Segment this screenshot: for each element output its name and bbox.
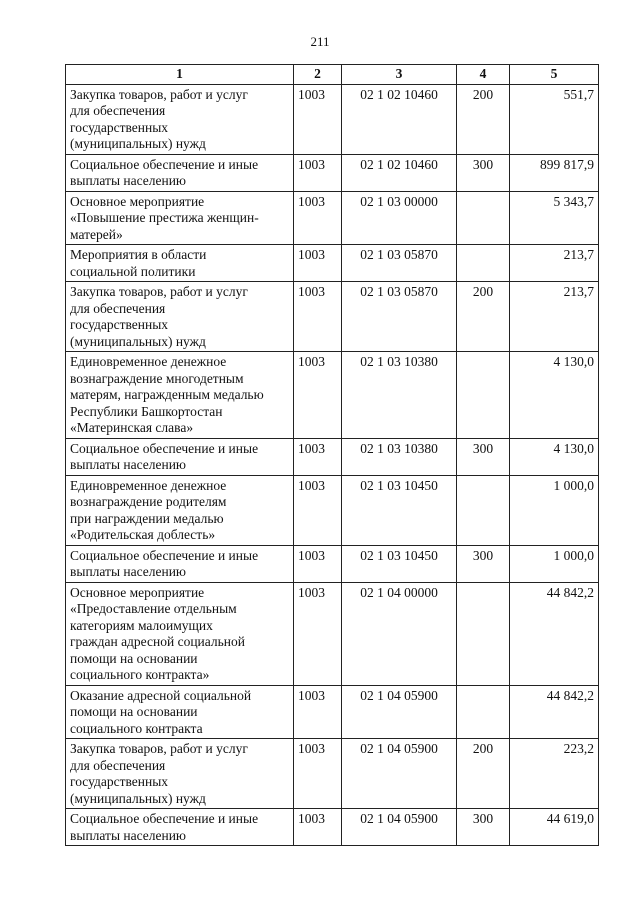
row-name: Закупка товаров, работ и услуг для обеспечения государственных (муниципальных) нужд bbox=[66, 739, 294, 809]
row-expense-type bbox=[457, 245, 510, 282]
row-target-article: 02 1 04 05900 bbox=[342, 685, 457, 739]
row-amount: 4 130,0 bbox=[510, 438, 599, 475]
row-target-article: 02 1 03 10380 bbox=[342, 438, 457, 475]
row-section: 1003 bbox=[294, 191, 342, 245]
row-target-article: 02 1 02 10460 bbox=[342, 84, 457, 154]
row-target-article: 02 1 03 00000 bbox=[342, 191, 457, 245]
table-body bbox=[66, 84, 599, 846]
row-expense-type bbox=[457, 685, 510, 739]
row-target-article: 02 1 03 10380 bbox=[342, 352, 457, 439]
row-section: 1003 bbox=[294, 739, 342, 809]
row-name: Социальное обеспечение и иные выплаты населению bbox=[66, 545, 294, 582]
row-name: Оказание адресной социальной помощи на основании социального контракта bbox=[66, 685, 294, 739]
row-expense-type bbox=[457, 582, 510, 685]
row-name: Социальное обеспечение и иные выплаты населению bbox=[66, 438, 294, 475]
row-amount: 44 842,2 bbox=[510, 685, 599, 739]
row-expense-type: 300 bbox=[457, 154, 510, 191]
row-target-article: 02 1 04 00000 bbox=[342, 582, 457, 685]
table-row bbox=[66, 438, 599, 475]
row-amount: 899 817,9 bbox=[510, 154, 599, 191]
row-section: 1003 bbox=[294, 438, 342, 475]
row-amount: 213,7 bbox=[510, 282, 599, 352]
row-expense-type: 300 bbox=[457, 545, 510, 582]
row-expense-type: 200 bbox=[457, 84, 510, 154]
row-name: Единовременное денежное вознаграждение многодетным матерям, награжденным медалью Республики Башкортостан «Материнская слава» bbox=[66, 352, 294, 439]
budget-table bbox=[65, 64, 599, 846]
table-row bbox=[66, 545, 599, 582]
table-row bbox=[66, 84, 599, 154]
table-header-row bbox=[66, 65, 599, 85]
row-amount: 5 343,7 bbox=[510, 191, 599, 245]
row-section: 1003 bbox=[294, 352, 342, 439]
row-section: 1003 bbox=[294, 475, 342, 545]
table-row bbox=[66, 191, 599, 245]
column-header-section: 2 bbox=[294, 65, 342, 85]
table-row bbox=[66, 352, 599, 439]
row-expense-type bbox=[457, 475, 510, 545]
table-row bbox=[66, 685, 599, 739]
table-row bbox=[66, 475, 599, 545]
row-target-article: 02 1 02 10460 bbox=[342, 154, 457, 191]
table-row bbox=[66, 282, 599, 352]
row-expense-type: 300 bbox=[457, 438, 510, 475]
column-header-amount: 5 bbox=[510, 65, 599, 85]
row-target-article: 02 1 03 05870 bbox=[342, 282, 457, 352]
row-target-article: 02 1 04 05900 bbox=[342, 739, 457, 809]
row-name: Закупка товаров, работ и услуг для обеспечения государственных (муниципальных) нужд bbox=[66, 282, 294, 352]
row-section: 1003 bbox=[294, 545, 342, 582]
row-name: Социальное обеспечение и иные выплаты населению bbox=[66, 809, 294, 846]
row-target-article: 02 1 03 10450 bbox=[342, 475, 457, 545]
row-section: 1003 bbox=[294, 582, 342, 685]
row-name: Основное мероприятие «Предоставление отдельным категориям малоимущих граждан адресной социальной помощи на основании социального контракта» bbox=[66, 582, 294, 685]
column-header-target-article: 3 bbox=[342, 65, 457, 85]
row-expense-type bbox=[457, 191, 510, 245]
page-number: 211 bbox=[310, 34, 330, 49]
row-name: Основное мероприятие «Повышение престижа женщин- матерей» bbox=[66, 191, 294, 245]
column-header-expense-type: 4 bbox=[457, 65, 510, 85]
row-expense-type: 200 bbox=[457, 282, 510, 352]
table-row bbox=[66, 809, 599, 846]
row-name: Закупка товаров, работ и услуг для обеспечения государственных (муниципальных) нужд bbox=[66, 84, 294, 154]
row-target-article: 02 1 04 05900 bbox=[342, 809, 457, 846]
row-section: 1003 bbox=[294, 685, 342, 739]
table-row bbox=[66, 154, 599, 191]
table-row bbox=[66, 582, 599, 685]
row-amount: 44 842,2 bbox=[510, 582, 599, 685]
row-section: 1003 bbox=[294, 154, 342, 191]
row-amount: 223,2 bbox=[510, 739, 599, 809]
row-name: Мероприятия в области социальной политики bbox=[66, 245, 294, 282]
row-amount: 1 000,0 bbox=[510, 475, 599, 545]
row-name: Социальное обеспечение и иные выплаты населению bbox=[66, 154, 294, 191]
row-section: 1003 bbox=[294, 245, 342, 282]
column-header-name: 1 bbox=[66, 65, 294, 85]
row-target-article: 02 1 03 05870 bbox=[342, 245, 457, 282]
row-section: 1003 bbox=[294, 84, 342, 154]
row-section: 1003 bbox=[294, 282, 342, 352]
table-row bbox=[66, 739, 599, 809]
row-name: Единовременное денежное вознаграждение родителям при награждении медалью «Родительская доблесть» bbox=[66, 475, 294, 545]
row-section: 1003 bbox=[294, 809, 342, 846]
row-expense-type: 200 bbox=[457, 739, 510, 809]
row-amount: 44 619,0 bbox=[510, 809, 599, 846]
row-amount: 4 130,0 bbox=[510, 352, 599, 439]
row-expense-type bbox=[457, 352, 510, 439]
row-amount: 213,7 bbox=[510, 245, 599, 282]
row-target-article: 02 1 03 10450 bbox=[342, 545, 457, 582]
table-row bbox=[66, 245, 599, 282]
row-expense-type: 300 bbox=[457, 809, 510, 846]
row-amount: 551,7 bbox=[510, 84, 599, 154]
row-amount: 1 000,0 bbox=[510, 545, 599, 582]
